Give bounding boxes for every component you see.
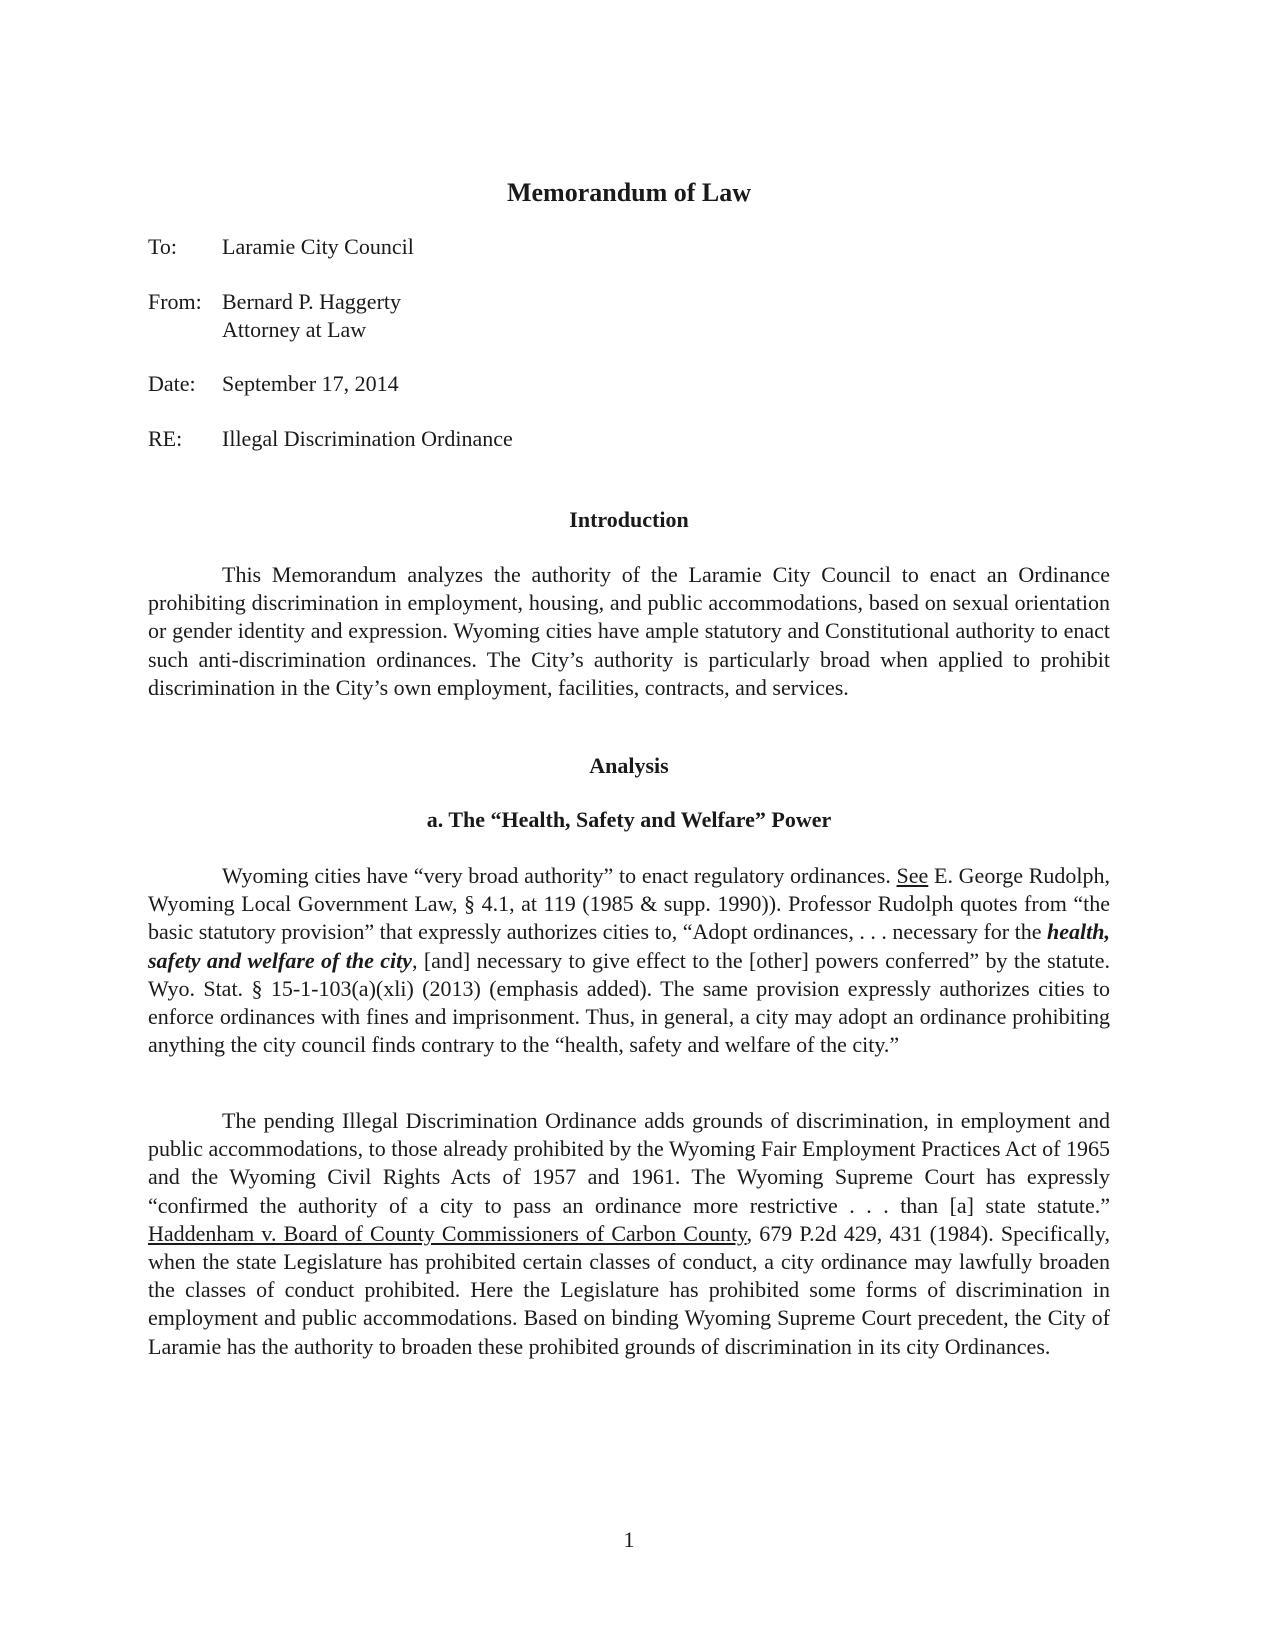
page-number: 1 [623,1527,635,1552]
para1-text-2: E. George Rudolph, Wyoming Local Government Law, § 4.1, at 119 (1985 & supp. 1990)). Professor Rudolph quotes from “the basic statutory provision” that expressly authorizes cities to, “Adopt ordinances, . . . necessary for the [148,863,1110,945]
introduction-paragraph: This Memorandum analyzes the authority of the Laramie City Council to enact an Ordinance prohibiting discrimination in employment, housing, and public accommodations, based on sexual orientation or gender identity and expression. Wyoming cities have ample statutory and Constitutional authority to enact such anti-discrimination ordinances. The City’s authority is particularly broad when applied to prohibit discrimination in the City’s own employment, facilities, contracts, and services. [148,562,1110,700]
re-value: Illegal Discrimination Ordinance [222,426,513,451]
see-signal: See [896,863,929,888]
from-name: Bernard P. Haggerty [222,289,402,314]
to-value: Laramie City Council [222,234,414,259]
re-label: RE: [148,426,183,451]
from-label: From: [148,289,202,314]
from-value [222,288,401,344]
date-label: Date: [148,371,196,396]
from-title: Attorney at Law [222,317,367,342]
para1-text-3: , [and] necessary to give effect to the [other] powers conferred” by the statute. Wyo. Stat. § 15-1-103(a)(xli) (2013) (emphasis added). The same provision expressly authorizes cities to enforce ordinances with fines and imprisonment. Thus, in general, a city may adopt an ordinance prohibiting anything the city council finds contrary to the “health, safety and welfare of the city.” [148,947,1110,1058]
emphasis-text: health, safety and welfare of the city [148,919,1110,973]
para1-text-1: Wyoming cities have “very broad authority” to enact regulatory ordinances. [222,863,897,888]
subheading-health-safety-welfare: a. The “Health, Safety and Welfare” Power [426,807,832,832]
analysis-paragraph-1 [148,862,1110,1059]
case-citation: Haddenham v. Board of County Commissioners of Carbon County [148,1220,747,1246]
para2-text-2: , 679 P.2d 429, 431 (1984). Specifically, when the state Legislature has prohibited certain classes of conduct, a city ordinance may lawfully broaden the classes of conduct prohibited. Here the Legislature has prohibited some forms of discrimination in employment and public accommodations. Based on binding Wyoming Supreme Court precedent, the City of Laramie has the authority to broaden these prohibited grounds of discrimination in its city Ordinances. [148,1220,1110,1359]
introduction-heading: Introduction [569,507,689,532]
to-label: To: [148,234,178,259]
memo-title: Memorandum of Law [506,178,752,207]
para2-text-1: The pending Illegal Discrimination Ordinance adds grounds of discrimination, in employment and public accommodations, to those already prohibited by the Wyoming Fair Employment Practices Act of 1965 and the Wyoming Civil Rights Acts of 1957 and 1961. The Wyoming Supreme Court has expressly “confirmed the authority of a city to pass an ordinance more restrictive . . . than [a] state statute.” [148,1108,1110,1218]
date-value: September 17, 2014 [222,371,399,396]
analysis-heading: Analysis [589,753,669,778]
document-page [148,0,1110,1637]
analysis-paragraph-2 [148,1107,1110,1361]
